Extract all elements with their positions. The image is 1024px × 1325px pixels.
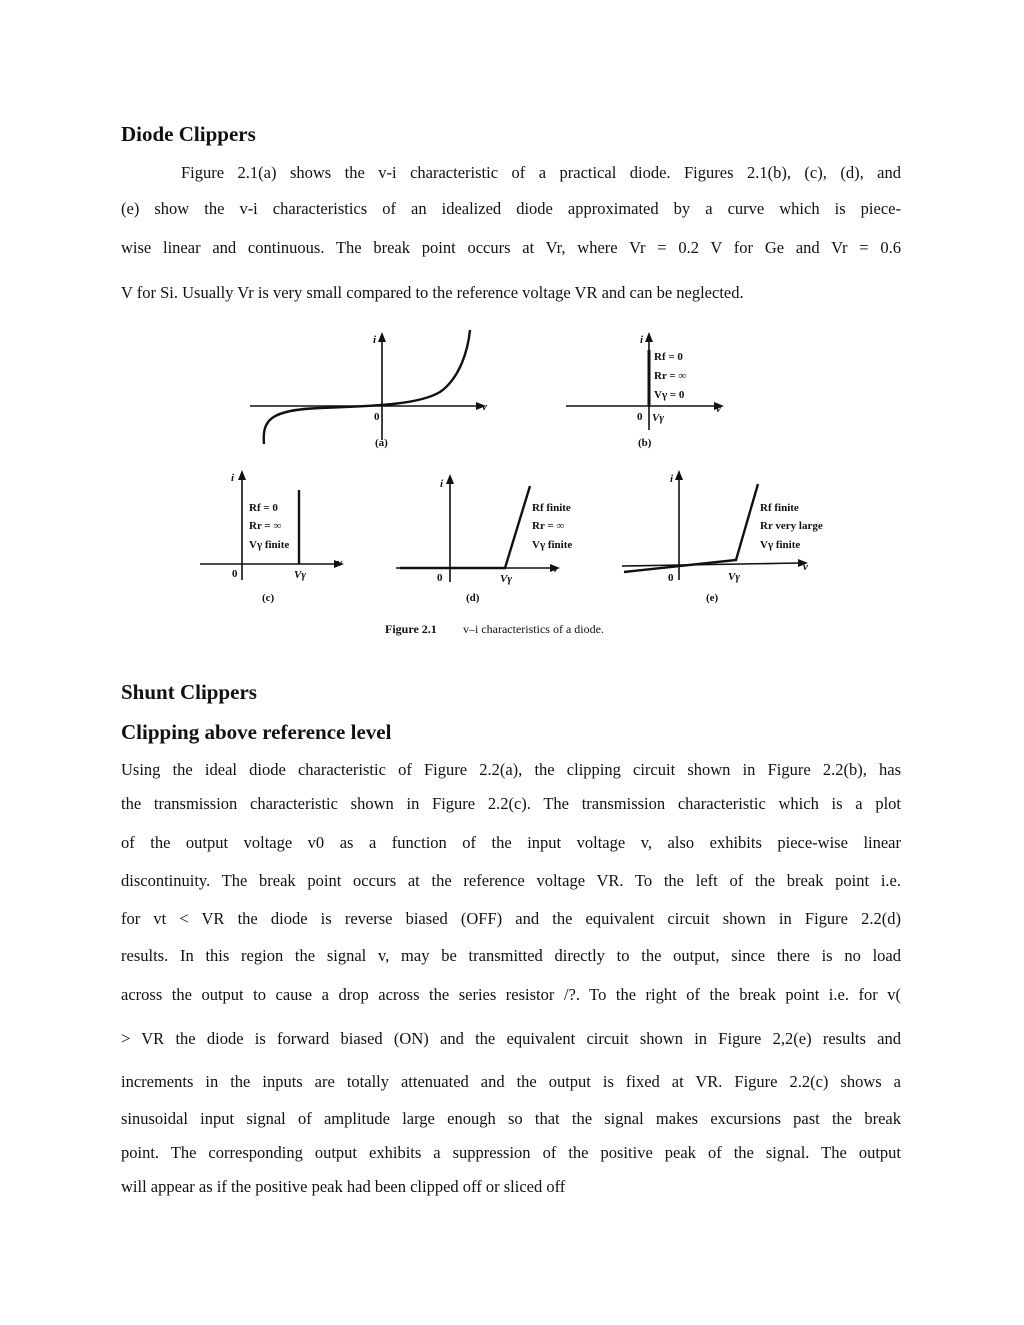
panel-e-param-3: Vγ finite (760, 539, 801, 551)
panel-a-origin: 0 (374, 411, 380, 423)
panel-c-param-2: Rr = ∞ (249, 520, 282, 532)
panel-c-label: (c) (262, 592, 275, 604)
panel-b-label: (b) (638, 437, 652, 449)
arrow-icon (446, 474, 454, 484)
figure-caption-text: v–i characteristics of a diode. (463, 622, 604, 636)
paragraph-line: point. The corresponding output exhibits a suppression of the positive peak of the signal. The output (121, 1143, 901, 1162)
paragraph-line: (e) show the v-i characteristics of an idealized diode approximated by a curve which is piece- (121, 199, 901, 218)
panel-b-vgamma: Vγ (652, 412, 664, 424)
panel-e-v-label: v (803, 561, 808, 573)
panel-c-param-1: Rf = 0 (249, 502, 278, 514)
panel-a-curve (264, 330, 470, 444)
panel-d-v-label: v (553, 563, 558, 575)
panel-e-vgamma: Vγ (728, 571, 740, 583)
panel-a-label: (a) (375, 437, 388, 449)
panel-c-i-label: i (231, 472, 235, 484)
paragraph-line: increments in the inputs are totally attenuated and the output is fixed at VR. Figure 2.2(c) shows a (121, 1072, 901, 1091)
panel-d-i-label: i (440, 478, 444, 490)
panel-e-origin: 0 (668, 572, 674, 584)
panel-a-v-label: v (482, 401, 487, 413)
panel-b-origin: 0 (637, 411, 643, 423)
section-title-diode-clippers: Diode Clippers (121, 122, 256, 146)
paragraph-line: V for Si. Usually Vr is very small compared to the reference voltage VR and can be neglected. (121, 283, 744, 302)
paragraph-line: > VR the diode is forward biased (ON) and the equivalent circuit shown in Figure 2,2(e) results and (121, 1029, 901, 1048)
panel-d-origin: 0 (437, 572, 443, 584)
arrow-icon (378, 332, 386, 342)
paragraph-line: the transmission characteristic shown in Figure 2.2(c). The transmission characteristic which is a plot (121, 794, 901, 813)
paragraph-line: discontinuity. The break point occurs at the reference voltage VR. To the left of the break point i.e. (121, 871, 901, 890)
panel-e-param-1: Rf finite (760, 502, 799, 514)
arrow-icon (675, 470, 683, 480)
panel-b-param-2: Rr = ∞ (654, 370, 687, 382)
paragraph-line: Figure 2.1(a) shows the v-i characteristic of a practical diode. Figures 2.1(b), (c), (d), and (181, 163, 901, 182)
paragraph-line: will appear as if the positive peak had been clipped off or sliced off (121, 1177, 566, 1196)
panel-b-param-3: Vγ = 0 (654, 389, 685, 401)
section-subtitle-clipping-above-reference: Clipping above reference level (121, 720, 392, 744)
panel-b-i-label: i (640, 334, 644, 346)
panel-d-label: (d) (466, 592, 480, 604)
paragraph-line: results. In this region the signal v, may be transmitted directly to the output, since there is no load (121, 946, 901, 965)
paragraph-line: across the output to cause a drop across the series resistor /?. To the right of the break point i.e. for v( (121, 985, 901, 1004)
panel-c-vgamma: Vγ (294, 569, 306, 581)
panel-b-v-label: v (716, 403, 721, 415)
paragraph-line: for vt < VR the diode is reverse biased (OFF) and the equivalent circuit shown in Figure 2.2(d) (121, 909, 901, 928)
panel-c-v-label: v (337, 557, 342, 569)
panel-e-i-label: i (670, 473, 674, 485)
paragraph-line: of the output voltage v0 as a function of the input voltage v, also exhibits piece-wise linear (121, 833, 901, 852)
panel-d-param-1: Rf finite (532, 502, 571, 514)
panel-a-i-label: i (373, 334, 377, 346)
panel-d-param-3: Vγ finite (532, 539, 573, 551)
panel-d-curve (400, 486, 530, 568)
panel-d-vgamma: Vγ (500, 573, 512, 585)
panel-d-param-2: Rr = ∞ (532, 520, 565, 532)
panel-b-param-1: Rf = 0 (654, 351, 683, 363)
panel-e-param-2: Rr very large (760, 520, 823, 532)
panel-e-curve (624, 484, 758, 572)
arrow-icon (238, 470, 246, 480)
paragraph-line: Using the ideal diode characteristic of Figure 2.2(a), the clipping circuit shown in Figure 2.2(b), has (121, 760, 901, 779)
paragraph-line: wise linear and continuous. The break point occurs at Vr, where Vr = 0.2 V for Ge and Vr = 0.6 (121, 238, 901, 257)
panel-e-label: (e) (706, 592, 719, 604)
panel-c-param-3: Vγ finite (249, 539, 290, 551)
panel-c-origin: 0 (232, 568, 238, 580)
arrow-icon (645, 332, 653, 342)
figure-caption-number: Figure 2.1 (385, 622, 437, 636)
section-title-shunt-clippers: Shunt Clippers (121, 680, 257, 704)
paragraph-line: sinusoidal input signal of amplitude large enough so that the signal makes excursions past the break (121, 1109, 901, 1128)
